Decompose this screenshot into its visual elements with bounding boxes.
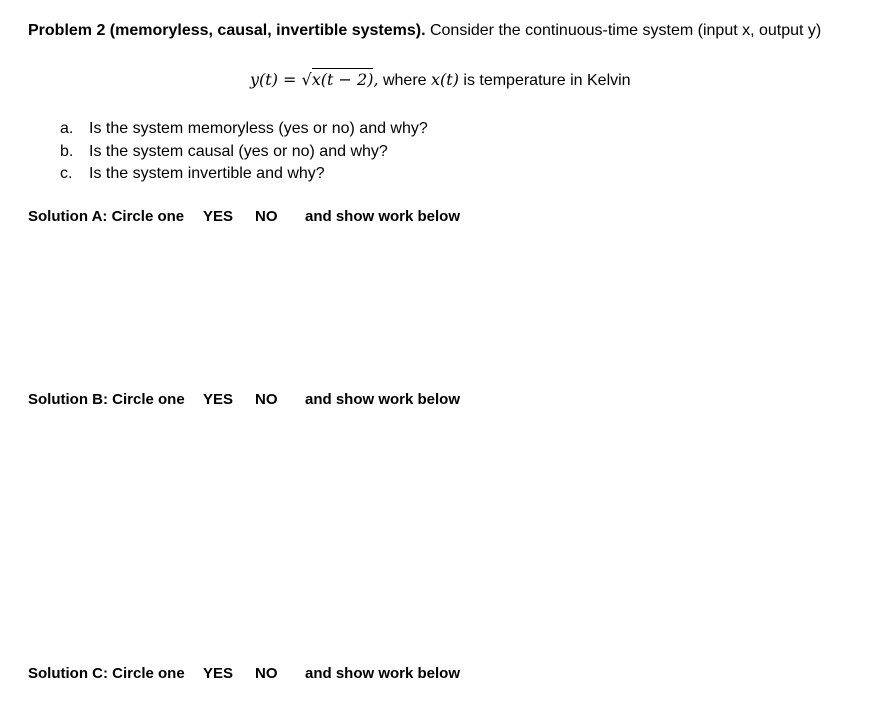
solution-c-work-area[interactable] xyxy=(28,692,848,717)
solution-a-instruction: and show work below xyxy=(305,208,461,225)
problem-title: Problem 2 (memoryless, causal, invertible systems). xyxy=(28,22,426,39)
question-list xyxy=(60,118,428,186)
problem-heading xyxy=(28,22,821,40)
solution-c-yes-option[interactable]: YES xyxy=(203,665,234,682)
solution-a-yes-option[interactable]: YES xyxy=(203,208,234,225)
solution-b-no-option[interactable]: NO xyxy=(255,391,278,408)
solution-a-label: Solution A: Circle one xyxy=(28,208,185,225)
equation-radicand: x(t − 2) xyxy=(311,70,374,89)
question-text: Is the system memoryless (yes or no) and why? xyxy=(89,120,428,137)
solution-c-line xyxy=(28,665,460,682)
question-item xyxy=(60,118,428,141)
radical-sign-icon: √ xyxy=(301,70,312,89)
question-marker: a. xyxy=(60,120,74,137)
equation-description: is temperature in Kelvin xyxy=(458,72,631,89)
question-marker: b. xyxy=(60,142,74,160)
problem-description: Consider the continuous-time system (input x, output y) xyxy=(425,22,822,39)
question-marker: c. xyxy=(60,165,73,182)
solution-b-instruction: and show work below xyxy=(305,391,461,408)
question-text: Is the system invertible and why? xyxy=(89,165,325,182)
equation-lhs: y(t) xyxy=(250,70,278,89)
solution-a-work-area[interactable] xyxy=(28,235,848,380)
square-root xyxy=(302,70,374,89)
equation-comma: , xyxy=(373,70,379,89)
solution-b-work-area[interactable] xyxy=(28,418,848,653)
equation-where: where xyxy=(378,72,431,89)
solution-b-label: Solution B: Circle one xyxy=(28,391,185,408)
question-text: Is the system causal (yes or no) and why? xyxy=(89,142,388,160)
question-item xyxy=(60,163,428,186)
solution-c-no-option[interactable]: NO xyxy=(255,665,278,682)
solution-a-no-option[interactable]: NO xyxy=(255,208,278,225)
solution-c-label: Solution C: Circle one xyxy=(28,665,185,682)
solution-b-yes-option[interactable]: YES xyxy=(203,391,234,408)
solution-c-instruction: and show work below xyxy=(305,665,461,682)
equation-variable: x(t) xyxy=(431,70,459,89)
question-item xyxy=(60,141,428,164)
system-equation xyxy=(250,70,631,90)
solution-a-line xyxy=(28,208,460,225)
solution-b-line xyxy=(28,391,460,408)
equation-equals: = xyxy=(277,70,302,89)
